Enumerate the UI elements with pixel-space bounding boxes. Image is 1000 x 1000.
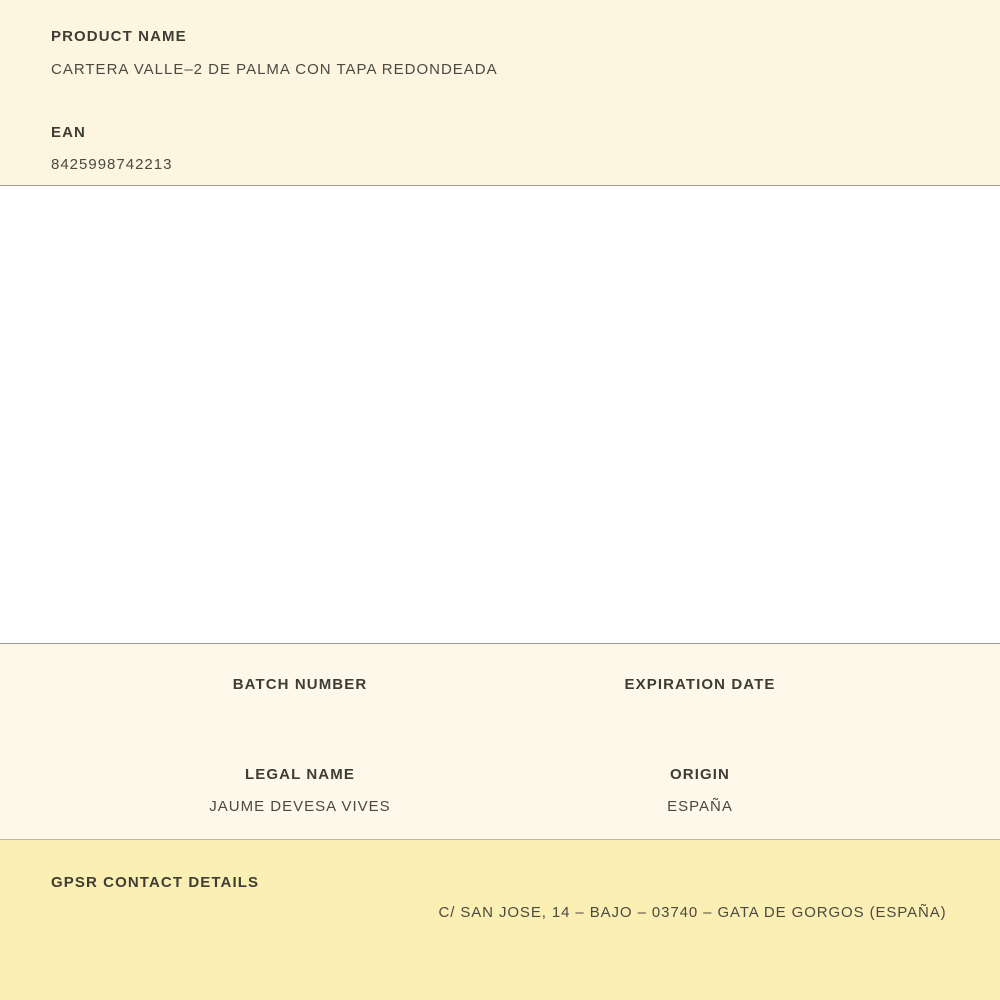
legal-origin-row [0,708,1000,816]
origin-label: ORIGIN [670,766,730,783]
batch-details-section [0,644,1000,840]
legal-name-label: LEGAL NAME [245,766,355,783]
product-name-field [51,22,950,79]
blank-content-area [0,186,1000,644]
expiration-date-field [500,676,900,708]
batch-number-label: BATCH NUMBER [232,676,368,693]
origin-value: ESPAÑA [667,798,733,815]
expiration-date-value [500,694,900,708]
ean-value: 8425998742213 [51,156,173,173]
product-info-section [0,0,1000,186]
batch-expiration-row [0,644,1000,708]
product-name-value: CARTERA VALLE–2 DE PALMA CON TAPA REDONDEADA [51,61,498,78]
product-name-label: PRODUCT NAME [51,28,187,45]
gpsr-contact-label: GPSR CONTACT DETAILS [51,874,260,891]
expiration-date-label: EXPIRATION DATE [624,676,776,693]
gpsr-contact-address: C/ SAN JOSE, 14 – BAJO – 03740 – GATA DE GORGOS (ESPAÑA) [438,904,947,921]
legal-name-value: JAUME DEVESA VIVES [209,798,391,815]
ean-label: EAN [51,124,86,141]
ean-field [51,124,950,174]
origin-field [500,766,900,816]
batch-number-value [100,694,500,708]
legal-name-field [100,766,500,816]
batch-number-field [100,676,500,708]
gpsr-contact-section [0,840,1000,1000]
